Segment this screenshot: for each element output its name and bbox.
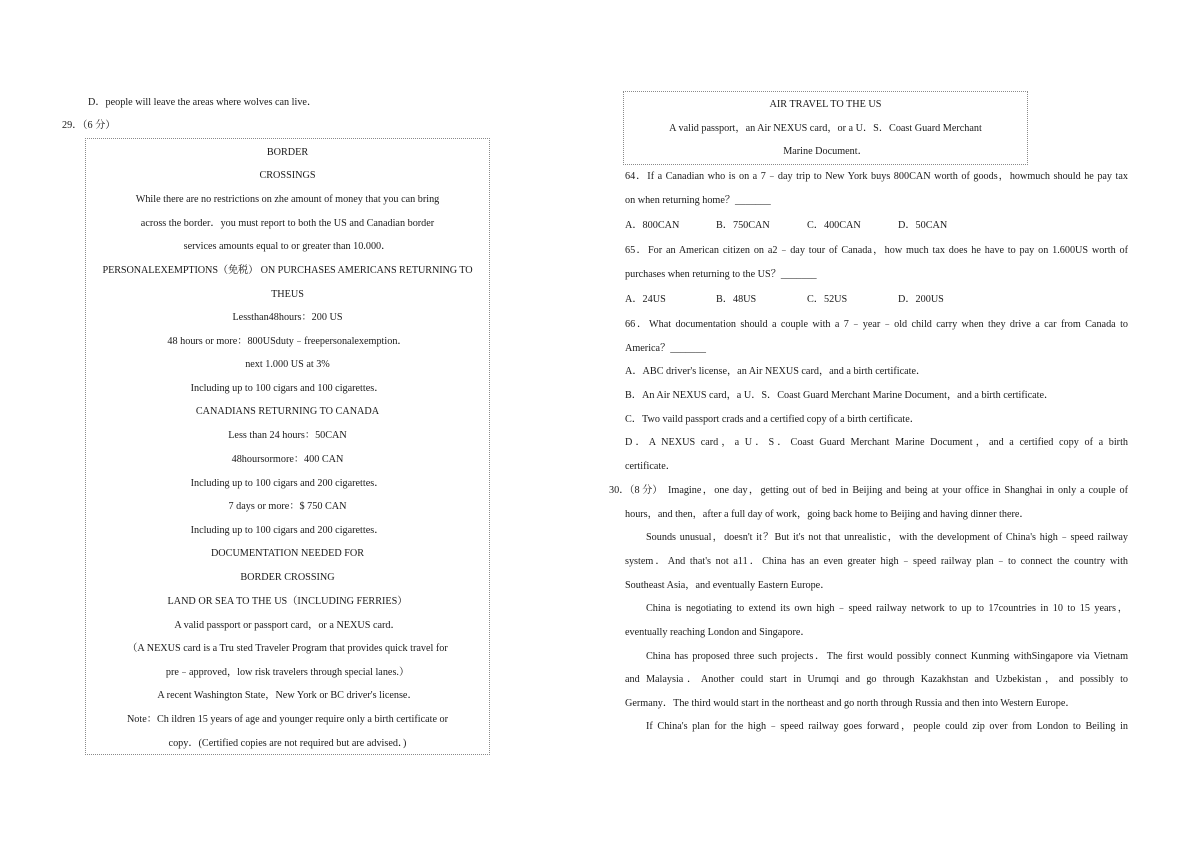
q64-option-a: A．800CAN bbox=[625, 220, 680, 231]
box-line: BORDER bbox=[266, 147, 309, 158]
q65-option-a: A．24US bbox=[625, 294, 666, 305]
q65-option-d: D．200US bbox=[898, 294, 944, 305]
q66-option-c: C．Two vaild passport crads and a certified copy of a birth certificate． bbox=[625, 414, 920, 425]
box-line: LAND OR SEA TO THE US（INCLUDING FERRIES） bbox=[167, 596, 408, 607]
q66-line-2: America？_______ bbox=[625, 343, 706, 354]
box-line: 48 hours or more：800USduty﹣freepersonalexemption． bbox=[167, 336, 408, 347]
q30-p2-line-3: Southeast Asia，and eventually Eastern Europe． bbox=[625, 580, 831, 591]
q30-p1-line-2: hours，and then，after a full day of work，going back home to Beijing and having dinner there． bbox=[625, 509, 1030, 520]
q28-option-d: D．people will leave the areas where wolves can live． bbox=[88, 97, 318, 108]
air-travel-box bbox=[623, 91, 1028, 165]
q66-option-d-line-1: D．A NEXUS card，a U．S．Coast Guard Merchant Marine Document，and a certified copy of a birth bbox=[625, 437, 1128, 448]
box-line: Note：Ch ildren 15 years of age and younger require only a birth certificate or bbox=[126, 714, 449, 725]
box-line: CROSSINGS bbox=[259, 170, 316, 181]
q64-line-2: on when returning home？_______ bbox=[625, 195, 771, 206]
q30-label: 30．（8 分） bbox=[609, 485, 663, 496]
q64-option-c: C．400CAN bbox=[807, 220, 861, 231]
box-line: Including up to 100 cigars and 200 cigarettes． bbox=[190, 478, 385, 489]
box-line: 7 days or more：$ 750 CAN bbox=[228, 501, 347, 512]
box-line: （A NEXUS card is a Tru sted Traveler Program that provides quick travel for bbox=[127, 643, 448, 654]
q64-option-b: B．750CAN bbox=[716, 220, 770, 231]
box-line: Lessthan48hours：200 US bbox=[232, 312, 343, 323]
air-box-line: AIR TRAVEL TO THE US bbox=[769, 99, 882, 110]
box-line: BORDER CROSSING bbox=[240, 572, 335, 583]
q66-option-a: A．ABC driver's license，an Air NEXUS card，and a birth certificate． bbox=[625, 366, 927, 377]
q66-line-1: 66．What documentation should a couple with a 7﹣year﹣old child carry when they drive a car from Canada to bbox=[625, 319, 1128, 330]
q30-p4-line-1: China has proposed three such projects．The first would possibly connect Kunming withSingapore via Vietnam bbox=[646, 651, 1128, 662]
q30-p3-line-2: eventually reaching London and Singapore． bbox=[625, 627, 811, 638]
box-line: Less than 24 hours：50CAN bbox=[228, 430, 347, 441]
q66-option-b: B．An Air NEXUS card，a U．S．Coast Guard Merchant Marine Document，and a birth certificate． bbox=[625, 390, 1055, 401]
box-line: next 1.000 US at 3% bbox=[245, 359, 330, 370]
q65-line-1: 65．For an American citizen on a2﹣day tour of Canada，how much tax does he have to pay on 1.600US worth of bbox=[625, 245, 1128, 256]
box-line: PERSONALEXEMPTIONS（免税） ON PURCHASES AMERICANS RETURNING TO bbox=[102, 265, 473, 276]
q65-line-2: purchases when returning to the US？_______ bbox=[625, 269, 817, 280]
q29-label: 29．（6 分） bbox=[62, 120, 116, 131]
box-line: A valid passport or passport card，or a NEXUS card． bbox=[174, 620, 401, 631]
air-box-line: Marine Document． bbox=[783, 146, 868, 157]
box-line: A recent Washington State，New York or BC driver's license． bbox=[157, 690, 418, 701]
box-line: 48hoursormore：400 CAN bbox=[231, 454, 344, 465]
q30-p5-line-1: If China's plan for the high﹣speed railway goes forward，people could zip over from London to Beiling in bbox=[646, 721, 1128, 732]
q65-option-c: C．52US bbox=[807, 294, 848, 305]
q30-p2-line-2: system．And that's not a11．China has an even greater high﹣speed railway plan﹣to connect the country with bbox=[625, 556, 1128, 567]
q65-option-b: B．48US bbox=[716, 294, 757, 305]
q30-p3-line-1: China is negotiating to extend its own high﹣speed railway network to up to 17countries in 10 to 15 years， bbox=[646, 603, 1128, 614]
box-line: pre﹣approved，low risk travelers through special lanes.） bbox=[165, 667, 410, 678]
q30-p4-line-2: and Malaysia．Another could start in Urumqi and go through Kazakhstan and Uzbekistan，and possibly to bbox=[625, 674, 1128, 685]
box-line: across the border．you must report to both the US and Canadian border bbox=[140, 218, 435, 229]
box-line: Including up to 100 cigars and 100 cigarettes． bbox=[190, 383, 385, 394]
q64-line-1: 64．If a Canadian who is on a 7﹣day trip to New York buys 800CAN worth of goods，howmuch should he pay tax bbox=[625, 171, 1128, 182]
box-line: DOCUMENTATION NEEDED FOR bbox=[210, 548, 365, 559]
q30-p4-line-3: Germany．The third would start in the northeast and go north through Russia and then into Western Europe． bbox=[625, 698, 1076, 709]
box-line: copy．(Certified copies are not required but are advised．) bbox=[168, 738, 407, 749]
box-line: CANADIANS RETURNING TO CANADA bbox=[195, 406, 380, 417]
air-box-line: A valid passport，an Air NEXUS card，or a U．S．Coast Guard Merchant bbox=[669, 123, 982, 134]
box-line: Including up to 100 cigars and 200 cigarettes． bbox=[190, 525, 385, 536]
q30-p1-line-1: Imagine，one day，getting out of bed in Beijing and being at your office in Shanghai in only a couple of bbox=[668, 485, 1128, 496]
q30-p2-line-1: Sounds unusual，doesn't it？But it's not that unrealistic，with the development of China's high﹣speed railway bbox=[646, 532, 1128, 543]
q66-option-d-line-2: certificate． bbox=[625, 461, 676, 472]
box-line: While there are no restrictions on zhe amount of money that you can bring bbox=[135, 194, 440, 205]
border-crossings-box bbox=[85, 138, 490, 755]
box-line: THEUS bbox=[271, 289, 304, 300]
q64-option-d: D．50CAN bbox=[898, 220, 948, 231]
box-line: services amounts equal to or greater than 10.000． bbox=[183, 241, 392, 252]
